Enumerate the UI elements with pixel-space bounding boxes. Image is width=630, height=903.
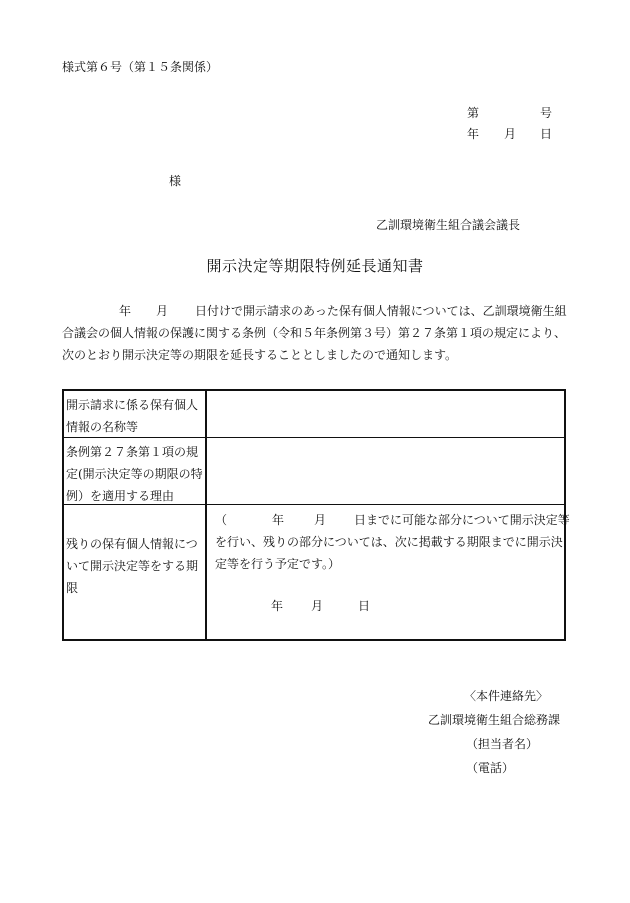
contact-person: （担当者名） [466, 737, 539, 751]
partial-year-label: 年 [272, 513, 285, 527]
deadline-day-label: 日 [358, 599, 371, 613]
body-year-label: 年 [119, 304, 132, 318]
row-2-label-line-3: 例）を適用する理由 [66, 489, 175, 503]
deadline-year-label: 年 [271, 599, 284, 613]
body-month-label: 月 [156, 304, 169, 318]
row-3-label-line-2: いて開示決定等をする期 [66, 559, 199, 573]
row-3-value-line-1-text: 日までに可能な部分について開示決定等 [354, 513, 570, 527]
body-line-1 [62, 300, 570, 322]
row-1-label-line-2: 情報の名称等 [66, 420, 139, 434]
date-day-label: 日 [540, 127, 553, 141]
row-2-label-line-1: 条例第２７条第１項の規 [66, 445, 199, 459]
open-paren: （ [215, 513, 228, 527]
row-1-label [64, 391, 207, 437]
info-table [62, 389, 570, 641]
body-line-3: 次のとおり開示決定等の期限を延長することとしましたので通知します。 [62, 348, 458, 362]
contact-phone: （電話） [466, 761, 515, 775]
addressee-honorific: 様 [169, 174, 182, 188]
row-2-label-line-2: 定(開示決定等の期限の特 [66, 467, 203, 481]
table-row-information-name [64, 391, 564, 438]
notice-body [62, 300, 570, 366]
row-3-value-line-3: 定等を行う予定です。） [215, 557, 341, 571]
row-3-value-line-2: を行い、残りの部分については、次に掲載する期限までに開示決 [215, 535, 563, 549]
form-number: 様式第６号（第１５条関係） [62, 60, 219, 74]
row-2-label [64, 438, 207, 504]
row-3-label-line-1: 残りの保有個人情報につ [66, 537, 198, 551]
date-year-label: 年 [467, 127, 480, 141]
contact-department: 乙訓環境衛生組合総務課 [428, 713, 561, 727]
body-line-1-text: 日付けで開示請求のあった保有個人情報については、乙訓環境衛生組 [195, 304, 567, 318]
row-1-label-line-1: 開示請求に係る保有個人 [66, 398, 199, 412]
document-number-label: 第 [467, 106, 480, 120]
row-3-label [64, 505, 207, 639]
body-line-2: 合議会の個人情報の保護に関する条例（令和５年条例第３号）第２７条第１項の規定により、 [62, 326, 567, 340]
date-month-label: 月 [504, 127, 517, 141]
table-row-reason [64, 438, 564, 505]
document-number-suffix: 号 [540, 106, 553, 120]
sender-name: 乙訓環境衛生組合議会議長 [376, 218, 521, 232]
row-3-label-line-3: 限 [66, 581, 79, 595]
deadline-month-label: 月 [311, 599, 324, 613]
contact-heading: 〈本件連絡先〉 [464, 689, 549, 703]
document-title: 開示決定等期限特例延長通知書 [206, 257, 424, 275]
partial-month-label: 月 [314, 513, 327, 527]
row-2-value [209, 438, 564, 504]
row-3-value-line-1 [215, 509, 570, 531]
row-1-value [209, 391, 564, 437]
deadline-date [215, 595, 564, 617]
row-3-value [209, 505, 570, 639]
table-row-deadline [64, 505, 570, 639]
